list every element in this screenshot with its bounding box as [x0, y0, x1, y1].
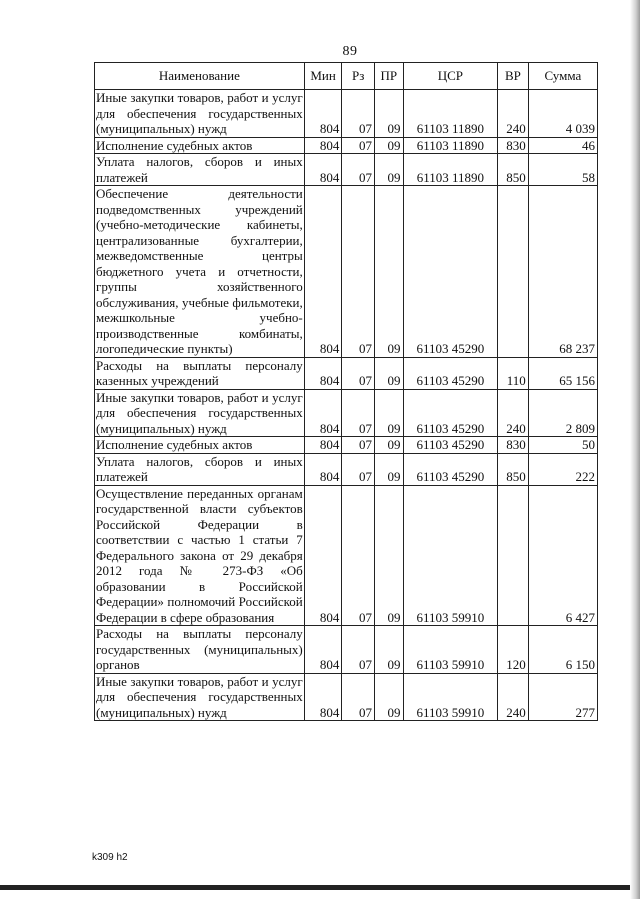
row-min: 804 [304, 485, 342, 626]
row-name: Уплата налогов, сборов и иных платежей [96, 453, 303, 484]
table-row [95, 437, 598, 454]
row-pr: 09 [375, 389, 404, 437]
row-name: Осуществление переданных органам государственной власти субъектов Российской Федерации в соответствии с частью 1 статьи 7 Федерального закона от 29 декабря 2012 года № 273-ФЗ «Об образовании в Российской Федерации» полномочий Российской Федерации в сфере образования [96, 485, 303, 625]
row-sum: 50 [528, 437, 597, 454]
table-row [95, 673, 598, 721]
row-csr: 61103 45290 [403, 186, 498, 358]
col-header-sum: Сумма [528, 63, 597, 90]
row-csr: 61103 59910 [403, 485, 498, 626]
table-row [95, 137, 598, 154]
row-pr: 09 [375, 626, 404, 674]
row-vr: 830 [498, 137, 529, 154]
row-rz: 07 [342, 186, 375, 358]
row-min: 804 [304, 389, 342, 437]
table-row [95, 357, 598, 389]
row-vr: 240 [498, 673, 529, 721]
col-header-name: Наименование [95, 63, 305, 90]
row-sum: 4 039 [528, 90, 597, 138]
row-rz: 07 [342, 154, 375, 186]
table-row [95, 453, 598, 485]
row-csr: 61103 45290 [403, 389, 498, 437]
row-rz: 07 [342, 389, 375, 437]
row-rz: 07 [342, 437, 375, 454]
row-name: Обеспечение деятельности подведомственных учреждений (учебно-методические кабинеты, централизованные бухгалтерии, межведомственные центры бюджетного учета и отчетности, группы хозяйственного обслуживания, учебные фильмотеки, межшкольные учебно-производственные комбинаты, логопедические пункты) [96, 186, 303, 356]
row-pr: 09 [375, 186, 404, 358]
row-rz: 07 [342, 485, 375, 626]
bottom-rule [0, 885, 640, 890]
table-row [95, 186, 598, 358]
row-min: 804 [304, 626, 342, 674]
col-header-rz: Рз [342, 63, 375, 90]
footer-code: k309 h2 [92, 852, 128, 863]
row-min: 804 [304, 673, 342, 721]
row-vr: 120 [498, 626, 529, 674]
row-pr: 09 [375, 453, 404, 485]
row-pr: 09 [375, 437, 404, 454]
col-header-csr: ЦСР [403, 63, 498, 90]
row-sum: 65 156 [528, 357, 597, 389]
row-rz: 07 [342, 453, 375, 485]
row-min: 804 [304, 90, 342, 138]
row-pr: 09 [375, 137, 404, 154]
row-min: 804 [304, 154, 342, 186]
row-min: 804 [304, 137, 342, 154]
row-name: Расходы на выплаты персоналу государственных (муниципальных) органов [96, 626, 303, 672]
row-rz: 07 [342, 626, 375, 674]
table-header-row [95, 63, 598, 90]
row-sum: 46 [528, 137, 597, 154]
row-name: Исполнение судебных актов [95, 137, 305, 154]
table-row [95, 485, 598, 626]
table-row [95, 90, 598, 138]
row-sum: 277 [528, 673, 597, 721]
row-vr: 240 [498, 389, 529, 437]
row-sum: 68 237 [528, 186, 597, 358]
row-csr: 61103 45290 [403, 357, 498, 389]
table-row [95, 626, 598, 674]
row-vr: 850 [498, 154, 529, 186]
row-sum: 58 [528, 154, 597, 186]
row-name: Иные закупки товаров, работ и услуг для обеспечения государственных (муниципальных) нужд [96, 673, 303, 720]
row-name: Иные закупки товаров, работ и услуг для обеспечения государственных (муниципальных) нужд [96, 389, 303, 436]
row-pr: 09 [375, 154, 404, 186]
row-vr: 110 [498, 357, 529, 389]
row-min: 804 [304, 186, 342, 358]
row-csr: 61103 59910 [403, 673, 498, 721]
row-pr: 09 [375, 90, 404, 138]
budget-table [94, 62, 598, 721]
row-vr [498, 186, 529, 358]
row-rz: 07 [342, 357, 375, 389]
row-name: Исполнение судебных актов [95, 437, 305, 454]
row-csr: 61103 45290 [403, 437, 498, 454]
row-rz: 07 [342, 673, 375, 721]
page-number: 89 [342, 44, 358, 59]
row-min: 804 [304, 437, 342, 454]
row-sum: 6 427 [528, 485, 597, 626]
table-row [95, 389, 598, 437]
scan-edge-shadow [630, 0, 640, 899]
row-pr: 09 [375, 357, 404, 389]
row-csr: 61103 59910 [403, 626, 498, 674]
table-row [95, 154, 598, 186]
row-vr: 850 [498, 453, 529, 485]
row-name: Иные закупки товаров, работ и услуг для обеспечения государственных (муниципальных) нужд [96, 90, 303, 136]
row-sum: 222 [528, 453, 597, 485]
row-vr [498, 485, 529, 626]
row-vr: 240 [498, 90, 529, 138]
row-csr: 61103 11890 [403, 154, 498, 186]
row-csr: 61103 11890 [403, 90, 498, 138]
row-sum: 6 150 [528, 626, 597, 674]
row-min: 804 [304, 357, 342, 389]
row-min: 804 [304, 453, 342, 485]
row-name: Уплата налогов, сборов и иных платежей [96, 154, 303, 185]
row-pr: 09 [375, 673, 404, 721]
row-csr: 61103 11890 [403, 137, 498, 154]
col-header-min: Мин [304, 63, 342, 90]
col-header-vr: ВР [498, 63, 529, 90]
row-rz: 07 [342, 137, 375, 154]
row-pr: 09 [375, 485, 404, 626]
row-vr: 830 [498, 437, 529, 454]
row-rz: 07 [342, 90, 375, 138]
row-sum: 2 809 [528, 389, 597, 437]
col-header-pr: ПР [375, 63, 404, 90]
row-csr: 61103 45290 [403, 453, 498, 485]
row-name: Расходы на выплаты персоналу казенных учреждений [96, 357, 303, 388]
